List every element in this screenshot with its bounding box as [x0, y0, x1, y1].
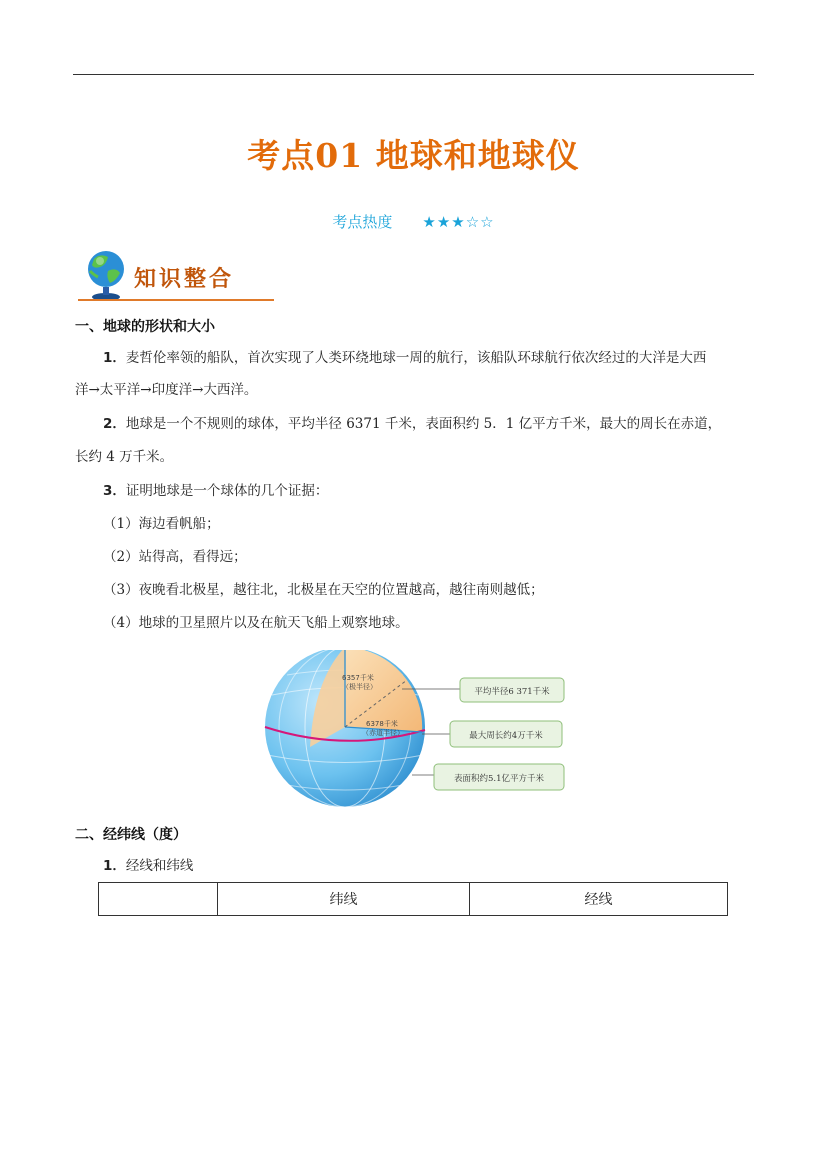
svg-text:最大周长约4万千米: 最大周长约4万千米	[469, 731, 543, 741]
s1-item3: 3．证明地球是一个球体的几个证据：	[103, 483, 329, 499]
equatorial-radius-label: 6378千米	[366, 720, 398, 728]
heat-row	[0, 211, 827, 232]
lines-table	[98, 882, 728, 916]
svg-text:平均半径6 371千米: 平均半径6 371千米	[474, 687, 550, 697]
table-header-cell	[99, 883, 218, 916]
heat-stars: ★★★☆☆	[422, 213, 495, 231]
heat-label: 考点热度	[332, 213, 393, 231]
earth-diagram	[262, 650, 572, 808]
s1-item2-cont: 长约 4 万千米。	[75, 449, 174, 465]
s1-item1: 1．麦哲伦率领的船队，首次实现了人类环绕地球一周的航行，该船队环球航行依次经过的大洋是大西	[103, 350, 707, 366]
s1-item2: 2．地球是一个不规则的球体，平均半径 6371 千米，表面积约 5．1 亿平方千米，最大的周长在赤道，	[103, 416, 722, 432]
s2-item1: 1．经线和纬线	[103, 858, 194, 874]
table-header-cell: 纬线	[218, 883, 470, 916]
section2-heading: 二、经纬线（度）	[75, 827, 187, 843]
polar-radius-label: 6357千米	[342, 674, 374, 682]
header-rule	[73, 74, 754, 75]
section1-heading: 一、地球的形状和大小	[75, 319, 215, 335]
evidence-4: （4）地球的卫星照片以及在航天飞船上观察地球。	[103, 615, 409, 631]
table-header-row	[99, 883, 728, 916]
equatorial-radius-sub: （赤道半径）	[362, 729, 404, 737]
s1-item1-cont: 洋→太平洋→印度洋→大西洋。	[75, 382, 258, 398]
evidence-2: （2）站得高，看得远；	[103, 549, 247, 565]
evidence-1: （1）海边看帆船；	[103, 516, 220, 532]
section-badge-underline	[78, 299, 274, 301]
svg-text:表面积约5.1亿平方千米: 表面积约5.1亿平方千米	[453, 774, 545, 784]
evidence-3: （3）夜晚看北极星，越往北，北极星在天空的位置越高，越往南则越低；	[103, 582, 544, 598]
polar-radius-sub: （极半径）	[342, 683, 377, 691]
table-header-cell: 经线	[470, 883, 728, 916]
page-title: 考点01 地球和地球仪	[247, 136, 580, 175]
section-badge-title: 知识整合	[134, 267, 235, 292]
